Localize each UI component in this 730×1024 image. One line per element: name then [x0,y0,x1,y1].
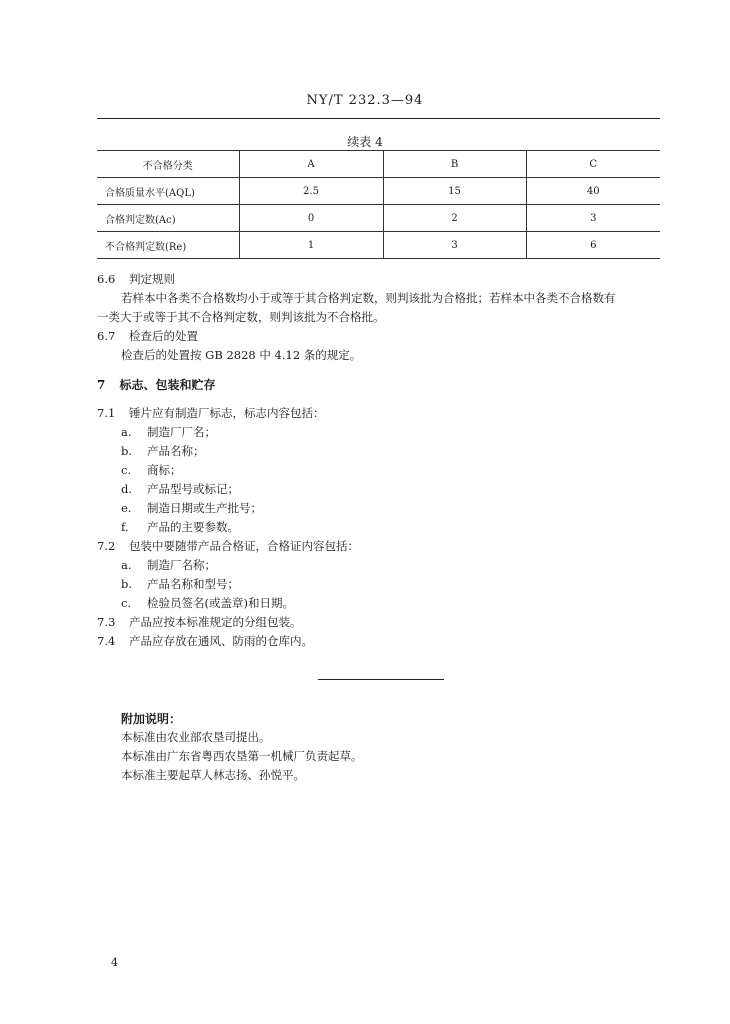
notes-line: 本标准由广东省粤西农垦第一机械厂负责起草。 [121,749,363,763]
list-item [121,500,262,516]
table-header-cell: C [526,151,660,178]
table-cell: 3 [383,232,526,259]
list-item [121,576,239,592]
page-number: 4 [111,956,118,969]
table-row-label: 不合格判定数(Re) [97,232,239,259]
table-header-cell: 不合格分类 [97,151,239,178]
list-item-text: 产品名称和型号； [147,577,239,591]
list-item [121,595,294,611]
section-7-1 [97,405,324,421]
chapter-7-heading [97,376,216,393]
list-item-text: 产品的主要参数。 [147,520,239,534]
section-number: 7.3 [97,615,116,629]
section-number: 7.1 [97,406,116,420]
table-cell: 15 [383,178,526,205]
table-header-row [97,151,660,178]
table-row [97,232,660,259]
list-marker: c. [121,596,132,610]
list-marker: c. [121,463,132,477]
notes-title: 附加说明： [121,712,182,726]
notes-line: 本标准由农业部农垦司提出。 [121,730,271,744]
table-row [97,178,660,205]
header-rule [97,118,660,119]
section-title: 检查后的处置 [128,329,198,343]
inspection-table [97,150,660,259]
list-marker: f. [121,520,129,534]
list-marker: b. [121,577,133,591]
section-text: 产品应按本标准规定的分组包装。 [128,615,302,629]
list-marker: e. [121,501,132,515]
section-text: 产品应存放在通风、防雨的仓库内。 [128,634,313,648]
list-item-text: 制造厂厂名； [147,425,216,439]
list-item [121,481,239,497]
section-7-4 [97,633,313,649]
section-title: 标志、包装和贮存 [119,378,216,392]
table-caption: 续表 4 [347,135,383,149]
notes-line: 本标准主要起草人林志扬、孙悦平。 [121,768,305,782]
list-item [121,443,205,459]
table-cell: 3 [526,205,660,232]
list-item [121,424,216,440]
section-7-3 [97,614,301,630]
section-number: 6.6 [97,272,116,286]
table-cell: 6 [526,232,660,259]
table-row-label: 合格质量水平(AQL) [97,178,239,205]
section-title: 判定规则 [128,272,175,286]
table-cell: 0 [239,205,383,232]
section-7-2 [97,538,359,554]
section-6-7-heading [97,328,198,344]
section-number: 6.7 [97,329,116,343]
section-text: 包装中要随带产品合格证，合格证内容包括： [128,539,359,553]
list-item-text: 商标； [147,463,182,477]
section-6-7-text: 检查后的处置按 GB 2828 中 4.12 条的规定。 [121,348,362,362]
table-cell: 2 [383,205,526,232]
list-item [121,557,216,573]
standard-code-header: NY/T 232.3—94 [306,93,424,108]
table-row-label: 合格判定数(Ac) [97,205,239,232]
section-6-6-text-line2: 一类大于或等于其不合格判定数，则判该批为不合格批。 [97,310,385,324]
list-item [121,462,182,478]
section-text: 锤片应有制造厂标志，标志内容包括： [128,406,325,420]
end-separator-rule [318,679,444,680]
section-6-6-text-line1: 若样本中各类不合格数均小于或等于其合格判定数，则判该批为合格批；若样本中各类不合格数有 [121,291,616,305]
table-header-cell: B [383,151,526,178]
table-cell: 1 [239,232,383,259]
list-marker: d. [121,482,133,496]
table-cell: 2.5 [239,178,383,205]
table-cell: 40 [526,178,660,205]
list-item-text: 检验员签名(或盖章)和日期。 [147,596,294,610]
list-item-text: 产品名称； [147,444,205,458]
table-row [97,205,660,232]
list-item-text: 制造厂名称； [147,558,216,572]
list-item-text: 产品型号或标记； [147,482,239,496]
table-header-cell: A [239,151,383,178]
list-marker: b. [121,444,133,458]
list-item [121,519,239,535]
section-number: 7 [97,378,106,392]
list-marker: a. [121,425,132,439]
section-number: 7.2 [97,539,116,553]
section-6-6-heading [97,271,175,287]
list-marker: a. [121,558,132,572]
section-number: 7.4 [97,634,116,648]
list-item-text: 制造日期或生产批号； [147,501,262,515]
